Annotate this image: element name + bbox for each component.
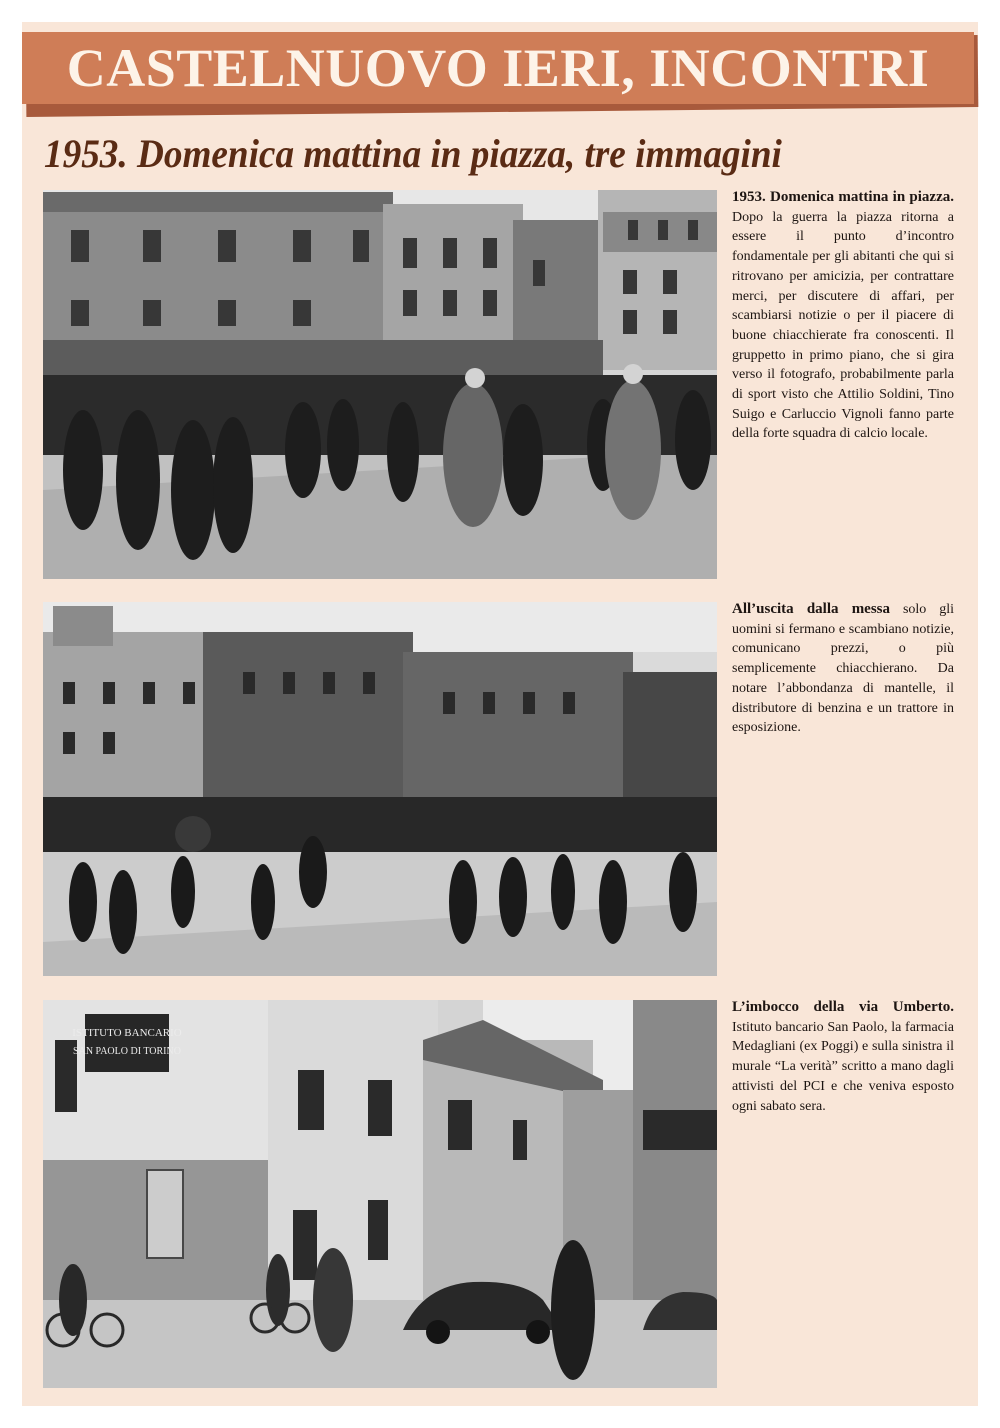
caption-photo-2 [732, 600, 954, 738]
caption-title: All’uscita dalla messa [732, 601, 891, 617]
caption-text: Dopo la guerra la piazza ritorna a essere il punto d’incontro fondamentale per gli abitanti che qui si ritrovano per amicizia, per contrattare merci, per discutere di affari, per scambiarsi notizie o per il piacere di buone chiacchierate fra conoscenti. Il gruppetto in primo piano, che si gira verso il fotografo, probabilmente parla di sport visto che Attilio Soldini, Tino Suigo e Carluccio Vignoli fanno parte della forte squadra di calcio locale. [732, 209, 954, 442]
caption-text: solo gli uomini si fermano e scambiano notizie, comunicano prezzi, o più semplicemente chiacchierano. Da notare l’abbondanza di mantelle, il distributore di benzina e un trattore in esposizione. [732, 602, 955, 736]
photo-after-mass [43, 602, 717, 976]
caption-text: Istituto bancario San Paolo, la farmacia Medagliani (ex Poggi) e sulla sinistra il murale “La verità” scritto a mano dagli attivisti del PCI e che veniva esposto ogni sabato sera. [732, 1019, 954, 1114]
sign-line-2: SAN PAOLO DI TORINO [73, 1046, 181, 1057]
photo-piazza-crowd [43, 190, 717, 579]
title-banner [22, 30, 978, 114]
photo-via-umberto [43, 1000, 717, 1388]
page-title: CASTELNUOVO IERI, INCONTRI [66, 38, 930, 98]
caption-photo-1 [732, 188, 954, 444]
caption-title: 1953. Domenica mattina in piazza. [732, 189, 954, 205]
page-subtitle: 1953. Domenica mattina in piazza, tre immagini [44, 131, 782, 176]
caption-photo-3 [732, 998, 954, 1116]
banner-strip [22, 32, 974, 104]
caption-title: L’imbocco della via Umberto. [732, 999, 954, 1015]
sign-line-1: ISTITUTO BANCARIO [72, 1027, 182, 1039]
